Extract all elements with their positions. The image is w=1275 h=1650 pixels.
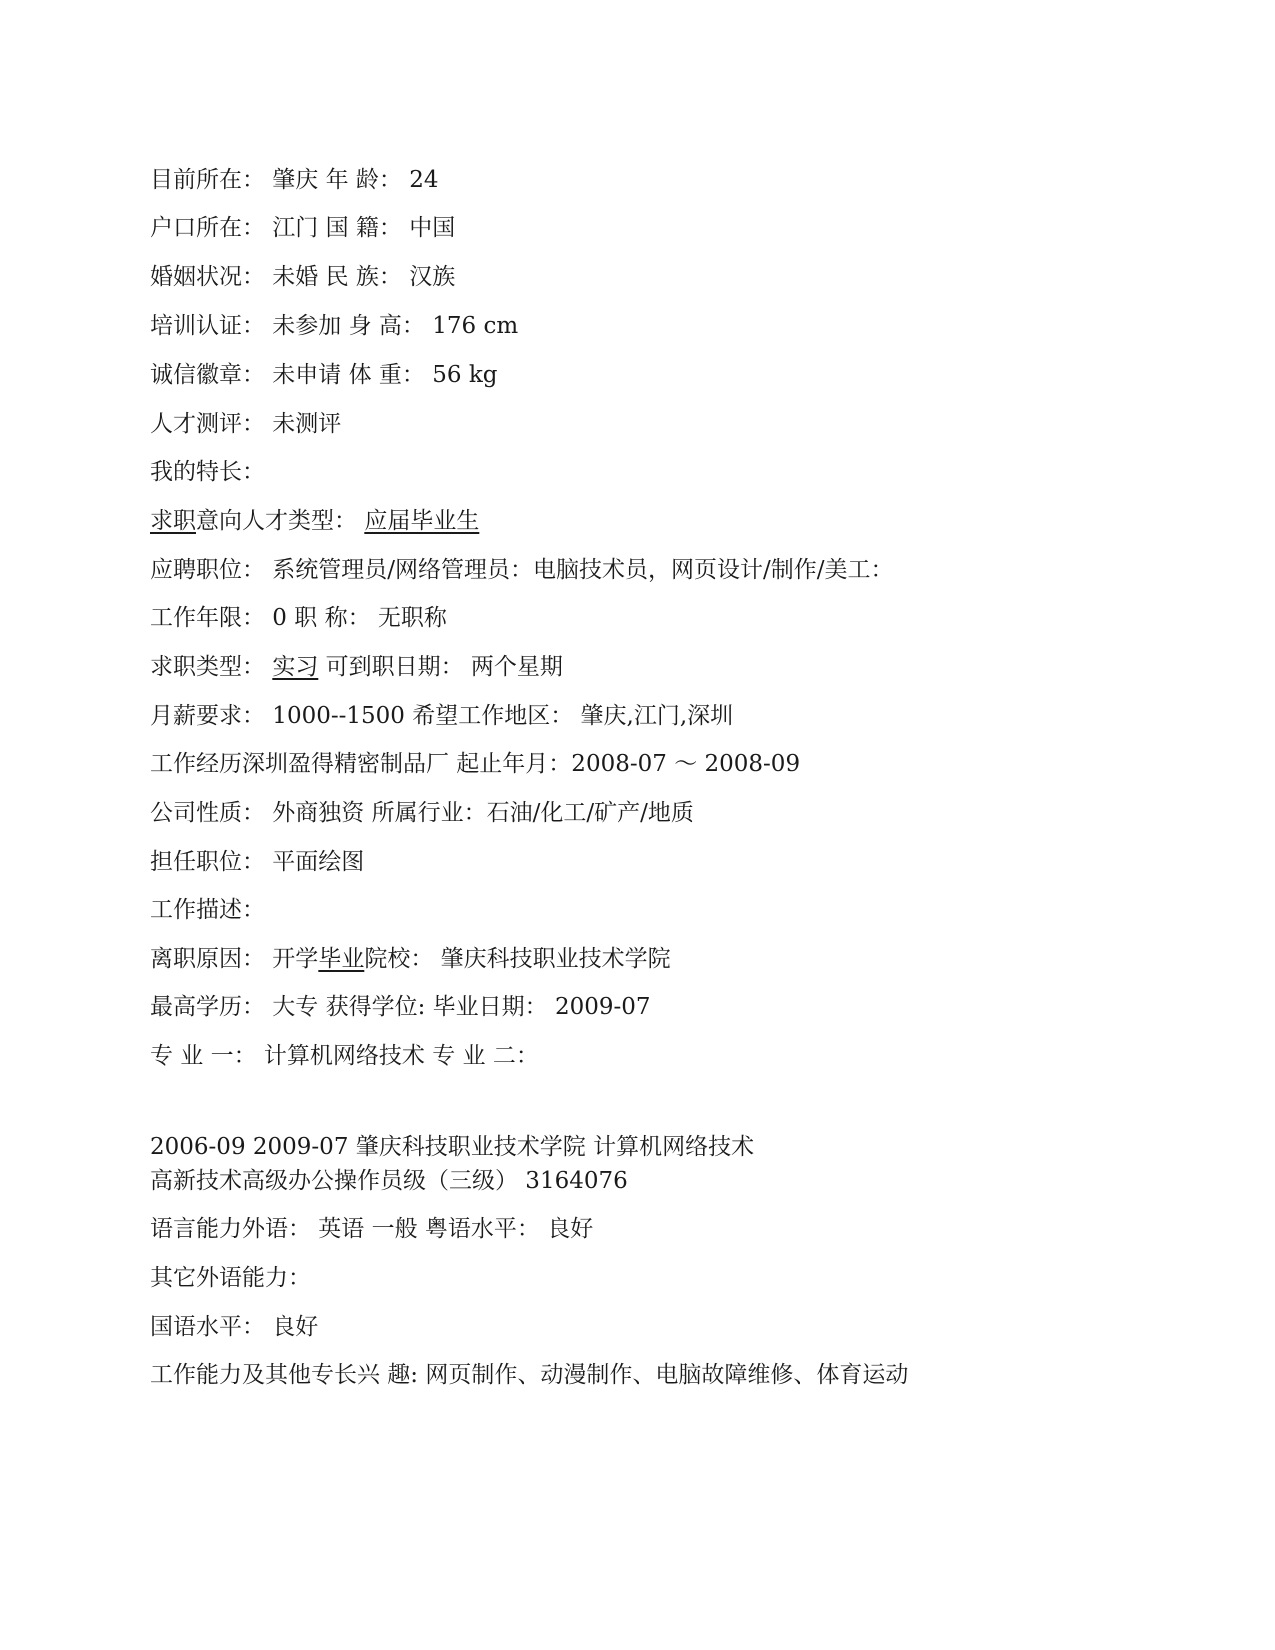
leaving-reason-label: 离职原因： 开学 bbox=[150, 946, 319, 972]
work-history-line: 工作经历深圳盈得精密制品厂 起止年月：2008-07 ～ 2008-09 bbox=[150, 751, 801, 777]
work-years-title-line: 工作年限： 0 职 称： 无职称 bbox=[150, 605, 447, 631]
education-period-line: 2006-09 2009-07 肇庆科技职业技术学院 计算机网络技术 bbox=[150, 1134, 755, 1160]
job-seeking-link: 求职 bbox=[150, 508, 196, 534]
certificate-line: 高新技术高级办公操作员级（三级） 3164076 bbox=[150, 1168, 628, 1194]
leaving-reason-line bbox=[150, 944, 671, 974]
language-line: 语言能力外语： 英语 一般 粤语水平： 良好 bbox=[150, 1216, 594, 1242]
talent-assessment-line: 人才测评： 未测评 bbox=[150, 411, 342, 437]
major-line: 专 业 一： 计算机网络技术 专 业 二： bbox=[150, 1043, 539, 1069]
intent-type-label: 意向人才类型： bbox=[196, 508, 365, 534]
current-location-age-line: 目前所在： 肇庆 年 龄： 24 bbox=[150, 167, 439, 193]
position-line: 应聘职位： 系统管理员/网络管理员：电脑技术员，网页设计/制作/美工： bbox=[150, 557, 894, 583]
skills-interests-line: 工作能力及其他专长兴 趣: 网页制作、动漫制作、电脑故障维修、体育运动 bbox=[150, 1362, 909, 1388]
hukou-nationality-line: 户口所在： 江门 国 籍： 中国 bbox=[150, 215, 456, 241]
work-description-line: 工作描述： bbox=[150, 897, 265, 923]
job-intent-line bbox=[150, 506, 479, 536]
badge-weight-line: 诚信徽章： 未申请 体 重： 56 kg bbox=[150, 362, 498, 388]
specialty-line: 我的特长： bbox=[150, 459, 265, 485]
graduate-link: 应届毕业生 bbox=[364, 508, 480, 534]
school-text: 院校： 肇庆科技职业技术学院 bbox=[364, 946, 671, 972]
company-industry-line: 公司性质： 外商独资 所属行业：石油/化工/矿产/地质 bbox=[150, 800, 694, 826]
job-type-label: 求职类型： bbox=[150, 654, 273, 680]
job-type-line bbox=[150, 652, 563, 682]
training-height-line: 培训认证： 未参加 身 高： 176 cm bbox=[150, 313, 519, 339]
salary-area-line: 月薪要求： 1000--1500 希望工作地区： 肇庆,江门,深圳 bbox=[150, 703, 734, 729]
mandarin-line: 国语水平： 良好 bbox=[150, 1314, 319, 1340]
graduation-link: 毕业 bbox=[318, 946, 365, 972]
internship-link: 实习 bbox=[272, 654, 319, 680]
other-language-line: 其它外语能力： bbox=[150, 1265, 311, 1291]
marital-ethnicity-line: 婚姻状况： 未婚 民 族： 汉族 bbox=[150, 264, 456, 290]
availability-text: 可到职日期： 两个星期 bbox=[318, 654, 563, 680]
education-line: 最高学历： 大专 获得学位: 毕业日期： 2009-07 bbox=[150, 994, 651, 1020]
role-line: 担任职位： 平面绘图 bbox=[150, 849, 365, 875]
